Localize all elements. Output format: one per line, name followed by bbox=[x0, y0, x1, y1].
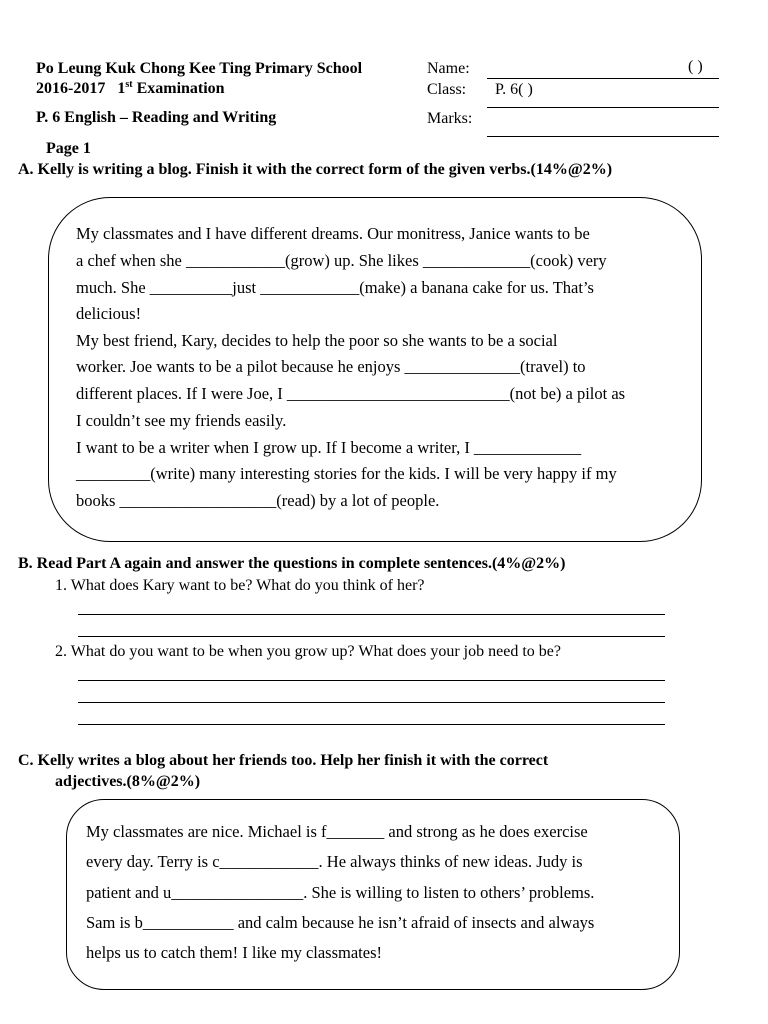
class-label: Class: bbox=[427, 81, 467, 98]
exam-title bbox=[36, 80, 225, 98]
blog-line[interactable]: _________(write) many interesting stories for the kids. I will be very happy if my bbox=[76, 464, 617, 483]
exam-ordinal: 1 bbox=[117, 80, 126, 97]
answer-line[interactable] bbox=[78, 614, 665, 615]
blog-line[interactable]: Sam is b___________ and calm because he isn’t afraid of insects and always bbox=[86, 913, 595, 932]
blog-line[interactable]: a chef when she ____________(grow) up. She likes _____________(cook) very bbox=[76, 251, 607, 270]
blog-line: My best friend, Kary, decides to help the poor so she wants to be a social bbox=[76, 331, 558, 350]
blog-line[interactable]: worker. Joe wants to be a pilot because he enjoys ______________(travel) to bbox=[76, 357, 586, 376]
blog-line[interactable]: I want to be a writer when I grow up. If I become a writer, I _____________ bbox=[76, 438, 582, 457]
name-paren: ( ) bbox=[688, 58, 703, 75]
blog-line[interactable]: different places. If I were Joe, I ___________________________(not be) a pilot as bbox=[76, 384, 626, 403]
blog-line[interactable]: much. She __________just ____________(make) a banana cake for us. That’s bbox=[76, 278, 594, 297]
question-1: 1. What does Kary want to be? What do you think of her? bbox=[55, 577, 425, 594]
blog-line[interactable]: My classmates and I have different dreams. Our monitress, Janice wants to be bbox=[76, 224, 590, 243]
question-2: 2. What do you want to be when you grow up? What does your job need to be? bbox=[55, 643, 561, 660]
blog-line: helps us to catch them! I like my classmates! bbox=[86, 943, 383, 962]
section-b-heading: B. Read Part A again and answer the questions in complete sentences.(4%@2%) bbox=[18, 555, 566, 572]
exam-word: Examination bbox=[136, 80, 225, 97]
school-name: Po Leung Kuk Chong Kee Ting Primary School bbox=[36, 60, 363, 77]
answer-line[interactable] bbox=[78, 680, 665, 681]
section-c-heading: C. Kelly writes a blog about her friends too. Help her finish it with the correct bbox=[18, 752, 549, 769]
answer-line[interactable] bbox=[78, 724, 665, 725]
subject-title: P. 6 English – Reading and Writing bbox=[36, 109, 277, 126]
section-c-heading-cont: adjectives.(8%@2%) bbox=[55, 773, 201, 790]
blog-line[interactable]: books ___________________(read) by a lot of people. bbox=[76, 491, 440, 510]
blog-line: delicious! bbox=[76, 304, 142, 323]
blog-line[interactable]: My classmates are nice. Michael is f_______ and strong as he does exercise bbox=[86, 822, 588, 841]
blog-line: I couldn’t see my friends easily. bbox=[76, 411, 287, 430]
name-field[interactable] bbox=[487, 78, 719, 79]
section-a-blog-box bbox=[48, 197, 702, 542]
exam-ordinal-suffix: st bbox=[125, 79, 133, 90]
section-c-blog-box bbox=[66, 799, 680, 990]
class-value: P. 6( ) bbox=[495, 81, 533, 98]
name-label: Name: bbox=[427, 60, 470, 77]
answer-line[interactable] bbox=[78, 636, 665, 637]
marks-label: Marks: bbox=[427, 110, 473, 127]
class-field[interactable] bbox=[487, 107, 719, 108]
section-a-heading: A. Kelly is writing a blog. Finish it with the correct form of the given verbs.(14%@2%) bbox=[18, 161, 613, 178]
answer-line[interactable] bbox=[78, 702, 665, 703]
exam-year: 2016-2017 bbox=[36, 80, 106, 97]
blog-line[interactable]: every day. Terry is c____________. He always thinks of new ideas. Judy is bbox=[86, 852, 583, 871]
page-number: Page 1 bbox=[46, 140, 91, 157]
marks-field[interactable] bbox=[487, 136, 719, 137]
blog-line[interactable]: patient and u________________. She is willing to listen to others’ problems. bbox=[86, 883, 595, 902]
